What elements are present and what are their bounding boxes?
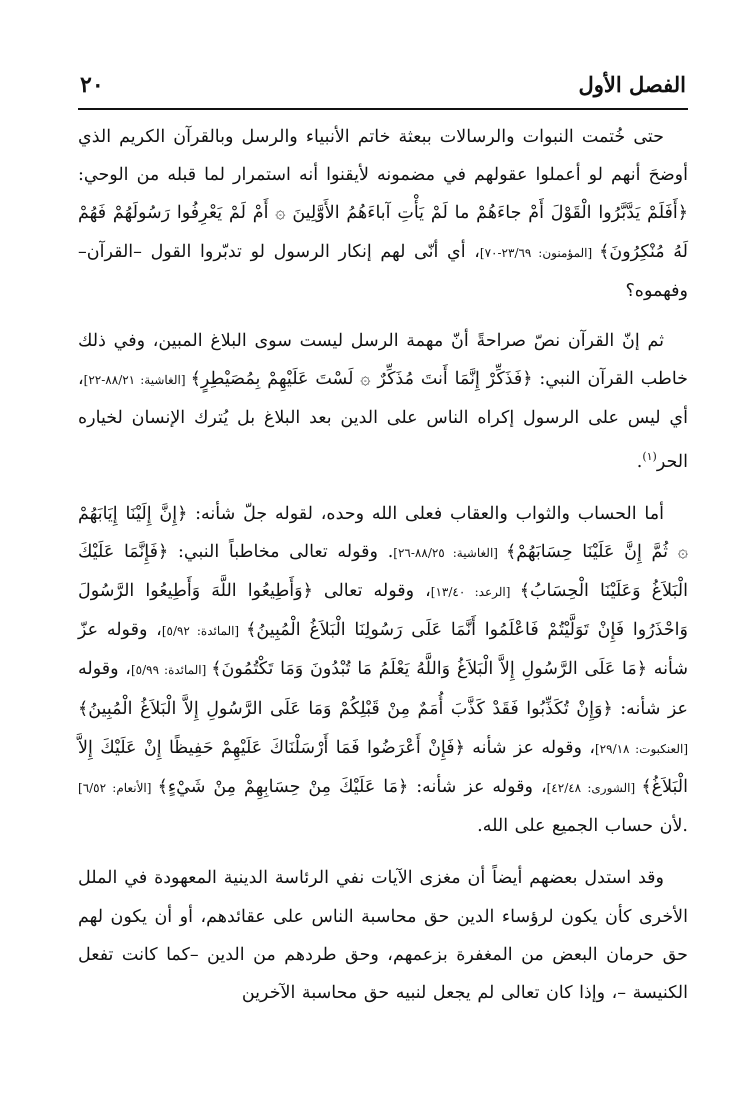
paragraph-text: ، وقوله عز شأنه: ﴿مَا عَلَيْكَ مِنْ حِسَابِهِمْ مِنْ شَيْءٍ﴾ (157, 777, 547, 798)
paragraph-text: . (636, 451, 643, 472)
paragraph-text: ، وقوله تعالى ﴿وَأَطِيعُوا اللَّهَ وَأَطِيعُوا الرَّسُولَ وَاحْذَرُوا فَإِنْ تَوَلَّيْتُمْ فَاعْلَمُوا أَنَّمَا عَلَى رَسُولِنَا الْبَلاَغُ الْمُبِينُ﴾ (78, 581, 688, 641)
page-body (78, 118, 688, 1012)
paragraph-text: ، وقوله عز شأنه: ﴿وَإِنْ تُكَذِّبُوا فَقَدْ كَذَّبَ أُمَمٌ مِنْ قَبْلِكُمْ وَمَا عَلَى الرَّسُولِ إِلاَّ الْبَلاَغُ الْمُبِينُ﴾ (78, 659, 688, 719)
paragraph-1 (78, 118, 688, 310)
paragraph-text: ، أي ليس على الرسول إكراه الناس على الدين بعد البلاغ بل يُترك الإنسان لخياره الحر (78, 369, 688, 472)
page-header (78, 64, 688, 110)
paragraph-4 (78, 859, 688, 1012)
footnote-marker: (١) (642, 449, 657, 463)
paragraph-text: ثم إنّ القرآن نصّ صراحةً أنّ مهمة الرسل ليست سوى البلاغ المبين، وفي ذلك خاطب القرآن النبي: ﴿فَذَكِّرْ إِنَّمَا أَنتَ مُذَكِّرٌ ۞ لَسْتَ عَلَيْهِمْ بِمُصَيْطِرٍ﴾ (78, 331, 688, 390)
verse-reference: [المائدة: ٥/٩٢] (161, 624, 247, 639)
verse-reference: [المائدة: ٥/٩٩] (130, 663, 212, 678)
verse-reference: [الشورى: ٤٢/٤٨] (546, 781, 642, 796)
verse-reference: [الأنعام: ٦/٥٢] (78, 781, 158, 796)
paragraph-text: . وقوله تعالى مخاطباً النبي: ﴿فَإِنَّمَا عَلَيْكَ الْبَلاَغُ وَعَلَيْنَا الْحِسَابُ﴾ (78, 541, 688, 602)
paragraph-3 (78, 495, 688, 846)
page-number: ٢٠ (80, 72, 104, 98)
paragraph-text: .لأن حساب الجميع على الله. (477, 816, 688, 837)
paragraph-text: ، أي أنّى لهم إنكار الرسول لو تدبّروا القول –القرآن– وفهموه؟ (78, 241, 688, 301)
verse-reference: [الغاشية: ٨٨/٢١-٢٢] (83, 373, 191, 388)
paragraph-text: ، وقوله عز شأنه ﴿فَإِنْ أَعْرَضُوا فَمَا أَرْسَلْنَاكَ عَلَيْهِمْ حَفِيظًا إِنْ عَلَيْكَ إِلاَّ الْبَلاَغُ﴾ (78, 737, 689, 798)
paragraph-text: ، وقوله عزّ شأنه ﴿مَا عَلَى الرَّسُولِ إِلاَّ الْبَلاَغُ وَاللَّهُ يَعْلَمُ مَا تُبْدُونَ وَمَا تَكْتُمُونَ﴾ (78, 620, 688, 680)
verse-reference: [العنكبوت: ٢٩/١٨] (594, 741, 689, 756)
paragraph-text: أما الحساب والثواب والعقاب فعلى الله وحده، لقوله جلّ شأنه: ﴿إِنَّ إِلَيْنَا إِيَابَهُمْ ۞ ثُمَّ إِنَّ عَلَيْنَا حِسَابَهُمْ﴾ (78, 503, 689, 562)
paragraph-text: وقد استدل بعضهم أيضاً أن مغزى الآيات نفي الرئاسة الدينية المعهودة في الملل الأخرى كأن يكون لرؤساء الدين حق محاسبة الناس على عقائدهم، أو أن يكون لهم حق حرمان البعض من المغفرة بزعمهم، وحق طردهم من الدين –كما كانت تفعل الكنيسة –، وإذا كان تعالى لم يجعل لنبيه حق محاسبة الآخرين (78, 868, 688, 1004)
paragraph-2 (78, 322, 688, 481)
verse-reference: [الرعد: ١٣/٤٠] (430, 585, 520, 600)
paragraph-text: حتى خُتمت النبوات والرسالات ببعثة خاتم الأنبياء والرسل وبالقرآن الكريم الذي أوضحَ أنهم لو أعملوا عقولهم في مضمونه لأيقنوا أنه استمرار لما قبله من الوحي: ﴿أَفَلَمْ يَدَّبَّرُوا الْقَوْلَ أَمْ جاءَهُمْ ما لَمْ يَأْتِ آباءَهُمُ الأَوَّلِينَ ۞ أَمْ لَمْ يَعْرِفُوا رَسُولَهُمْ فَهُمْ لَهُ مُنْكِرُونَ﴾ (78, 127, 689, 262)
verse-reference: [الغاشية: ٨٨/٢٥-٢٦] (393, 545, 506, 560)
verse-reference: [المؤمنون: ٢٣/٦٩-٧٠] (479, 245, 600, 260)
book-page (78, 64, 688, 1026)
chapter-title: الفصل الأول (578, 72, 686, 97)
